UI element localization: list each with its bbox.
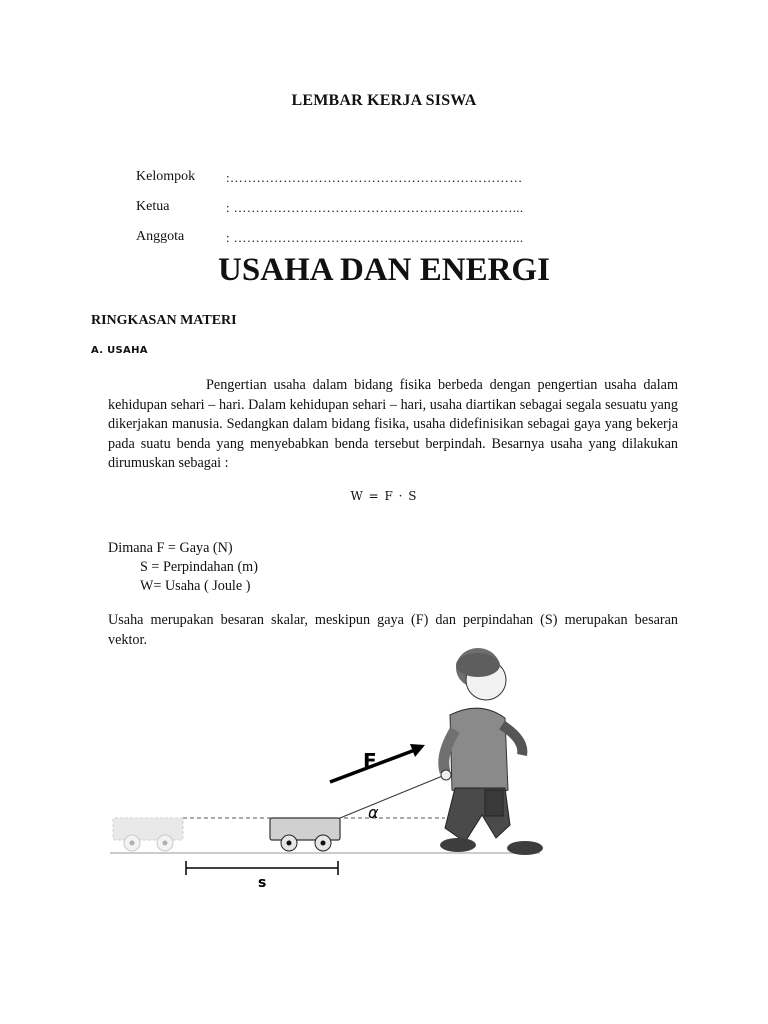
field-value-anggota: : ………………………………………………………...: [226, 230, 524, 245]
displacement-label: s: [258, 875, 267, 891]
angle-label: α: [368, 803, 379, 822]
definition-work: W= Usaha ( Joule ): [140, 578, 251, 594]
wagon: [270, 818, 340, 851]
definition-force: Dimana F = Gaya (N): [108, 540, 233, 556]
main-title: USAHA DAN ENERGI: [218, 252, 550, 288]
ghost-wagon: [113, 818, 183, 851]
worksheet-title: LEMBAR KERJA SISWA: [291, 92, 477, 109]
work-formula: W = F · S: [350, 489, 418, 503]
paragraph-definition: Pengertian usaha dalam bidang fisika berbeda dengan pengertian usaha dalam kehidupan sehari – hari. Dalam kehidupan sehari – hari, usaha diartikan sebagai segala sesuatu yang dikerjakan manusia. Sedangkan dalam bidang fisika, usaha didefinisikan sebagai gaya yang bekerja pada suatu benda yang menyebabkan benda tersebut berpindah. Besarnya usaha yang dilakukan dirumuskan sebagai :: [108, 377, 678, 472]
paragraph-scalar: Usaha merupakan besaran skalar, meskipun gaya (F) dan perpindahan (S) merupakan besaran vektor.: [108, 612, 678, 648]
wagon-illustration: [100, 640, 550, 900]
field-value-kelompok: :…………………………………………………………: [226, 170, 523, 185]
field-label-ketua: Ketua: [136, 199, 170, 214]
field-label-anggota: Anggota: [136, 229, 185, 244]
displacement-bar: [186, 861, 338, 875]
force-arrow: [330, 744, 425, 782]
rope: [340, 775, 445, 818]
force-label: F: [363, 749, 377, 773]
section-heading: RINGKASAN MATERI: [91, 313, 237, 328]
field-value-ketua: : ………………………………………………………...: [226, 200, 524, 215]
subsection-heading: A. USAHA: [91, 345, 148, 356]
definition-displacement: S = Perpindahan (m): [140, 559, 258, 575]
field-label-kelompok: Kelompok: [136, 169, 196, 184]
boy-figure: [440, 648, 543, 855]
